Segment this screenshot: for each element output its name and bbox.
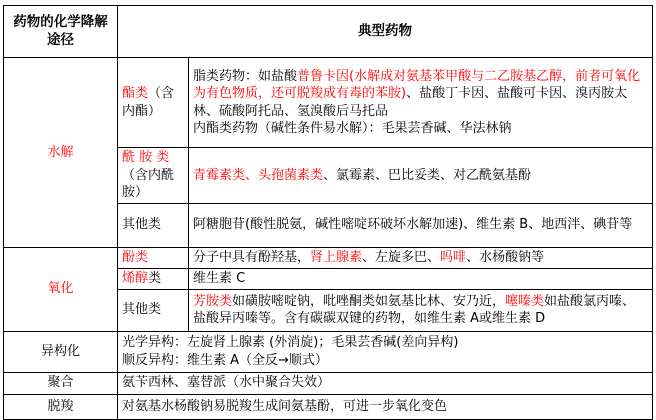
ester-label xyxy=(118,58,189,148)
degradation-table xyxy=(3,5,653,420)
drug-text: 、盐酸丁卡因、盐酸可卡因、溴丙胺太林、硫酸阿托品、氢溴酸后马托品 xyxy=(193,86,628,119)
hydrolysis-other-label: 其他类 xyxy=(118,203,189,247)
drug-text: 、左旋多巴、 xyxy=(362,249,441,265)
hydrolysis-label: 水解 xyxy=(4,58,118,248)
amide-drugs xyxy=(189,148,653,204)
text-line xyxy=(193,293,648,328)
highlighted-drug-text: 普鲁卡因(水解成对氨基苯甲酸与二乙胺基乙醇，前者可氧化为有色物质，还可脱羧成有毒的苯胺) xyxy=(193,68,641,101)
text-line xyxy=(122,374,648,392)
drug-text: 维生素 C xyxy=(193,270,246,286)
text-line xyxy=(193,68,648,121)
drug-text: 光学异构：左旋肾上腺素 (外消旋)；毛果芸香碱(差向异构) xyxy=(122,335,459,350)
ester-label-suffix: （含内酯） xyxy=(122,86,175,119)
highlighted-drug-text: 青霉素类、头孢菌素类 xyxy=(193,167,324,183)
drug-text: 对氨基水杨酸钠易脱羧生成间氨基酚，可进一步氧化变色 xyxy=(122,398,448,414)
text-line xyxy=(193,270,648,288)
drug-text: 分子中具有酚羟基， xyxy=(193,249,311,265)
amide-label-main: 酰 胺 类 xyxy=(122,150,170,165)
drug-text: 阿糖胞苷(酸性脱氨，碱性嘧啶环破坏水解加速)、维生素 B、地西泮、碘苷等 xyxy=(193,217,633,233)
enol-drugs xyxy=(189,268,653,289)
polymerization-drugs xyxy=(118,372,653,394)
amide-label xyxy=(118,148,189,204)
ester-drugs xyxy=(189,58,653,148)
phenol-drugs xyxy=(189,247,653,268)
drug-text: 脂类药物：如盐酸 xyxy=(193,68,298,84)
drug-text: 顺反异构：维生素 A（全反→顺式） xyxy=(122,352,328,368)
text-line xyxy=(122,352,648,370)
enol-label-main: 烯醇 xyxy=(122,270,149,286)
header-route: 药物的化学降解途径 xyxy=(4,6,118,58)
highlighted-drug-text: 芳胺类 xyxy=(193,293,233,309)
text-line xyxy=(122,398,648,416)
highlighted-drug-text: 噻嗪类 xyxy=(505,293,545,309)
oxidation-other-drugs xyxy=(189,289,653,331)
text-line xyxy=(193,120,648,138)
enol-label-suffix: 类 xyxy=(148,270,162,286)
text-line xyxy=(193,167,648,185)
highlighted-drug-text: 肾上腺素 xyxy=(310,249,363,265)
amide-label-suffix: （含内酰胺） xyxy=(122,167,175,200)
decarboxylation-label: 脱羧 xyxy=(4,394,118,419)
oxidation-other-label: 其他类 xyxy=(118,289,189,331)
drug-text: 如磺胺嘧啶钠，吡唑酮类如氨基比林、安乃近， xyxy=(232,293,506,309)
text-line xyxy=(122,334,648,352)
hydrolysis-other-drugs xyxy=(189,203,653,247)
oxidation-label: 氧化 xyxy=(4,247,118,331)
header-drugs: 典型药物 xyxy=(118,6,653,58)
isomerization-drugs xyxy=(118,331,653,372)
drug-text: 内酯类药物（碱性条件易水解）：毛果芸香碱、华法林钠 xyxy=(193,121,512,136)
text-line xyxy=(193,216,648,234)
drug-text: 、水杨酸钠等 xyxy=(466,249,545,265)
text-line xyxy=(193,249,648,267)
enol-label xyxy=(118,268,189,289)
highlighted-drug-text: 吗啡 xyxy=(440,249,467,265)
drug-text: 如盐酸氯丙嗪、盐酸异丙嗪等。含有碳碳双键的药物，如维生素 A或维生素 D xyxy=(193,293,636,326)
decarboxylation-drugs xyxy=(118,394,653,419)
drug-text: 氨苄西林、塞替派（水中聚合失效） xyxy=(122,375,331,391)
phenol-label: 酚类 xyxy=(118,247,189,268)
polymerization-label: 聚合 xyxy=(4,372,118,394)
drug-text: 、氯霉素、巴比妥类、对乙酰氨基酚 xyxy=(323,167,532,183)
isomerization-label: 异构化 xyxy=(4,331,118,372)
ester-label-main: 酯类 xyxy=(122,86,149,101)
